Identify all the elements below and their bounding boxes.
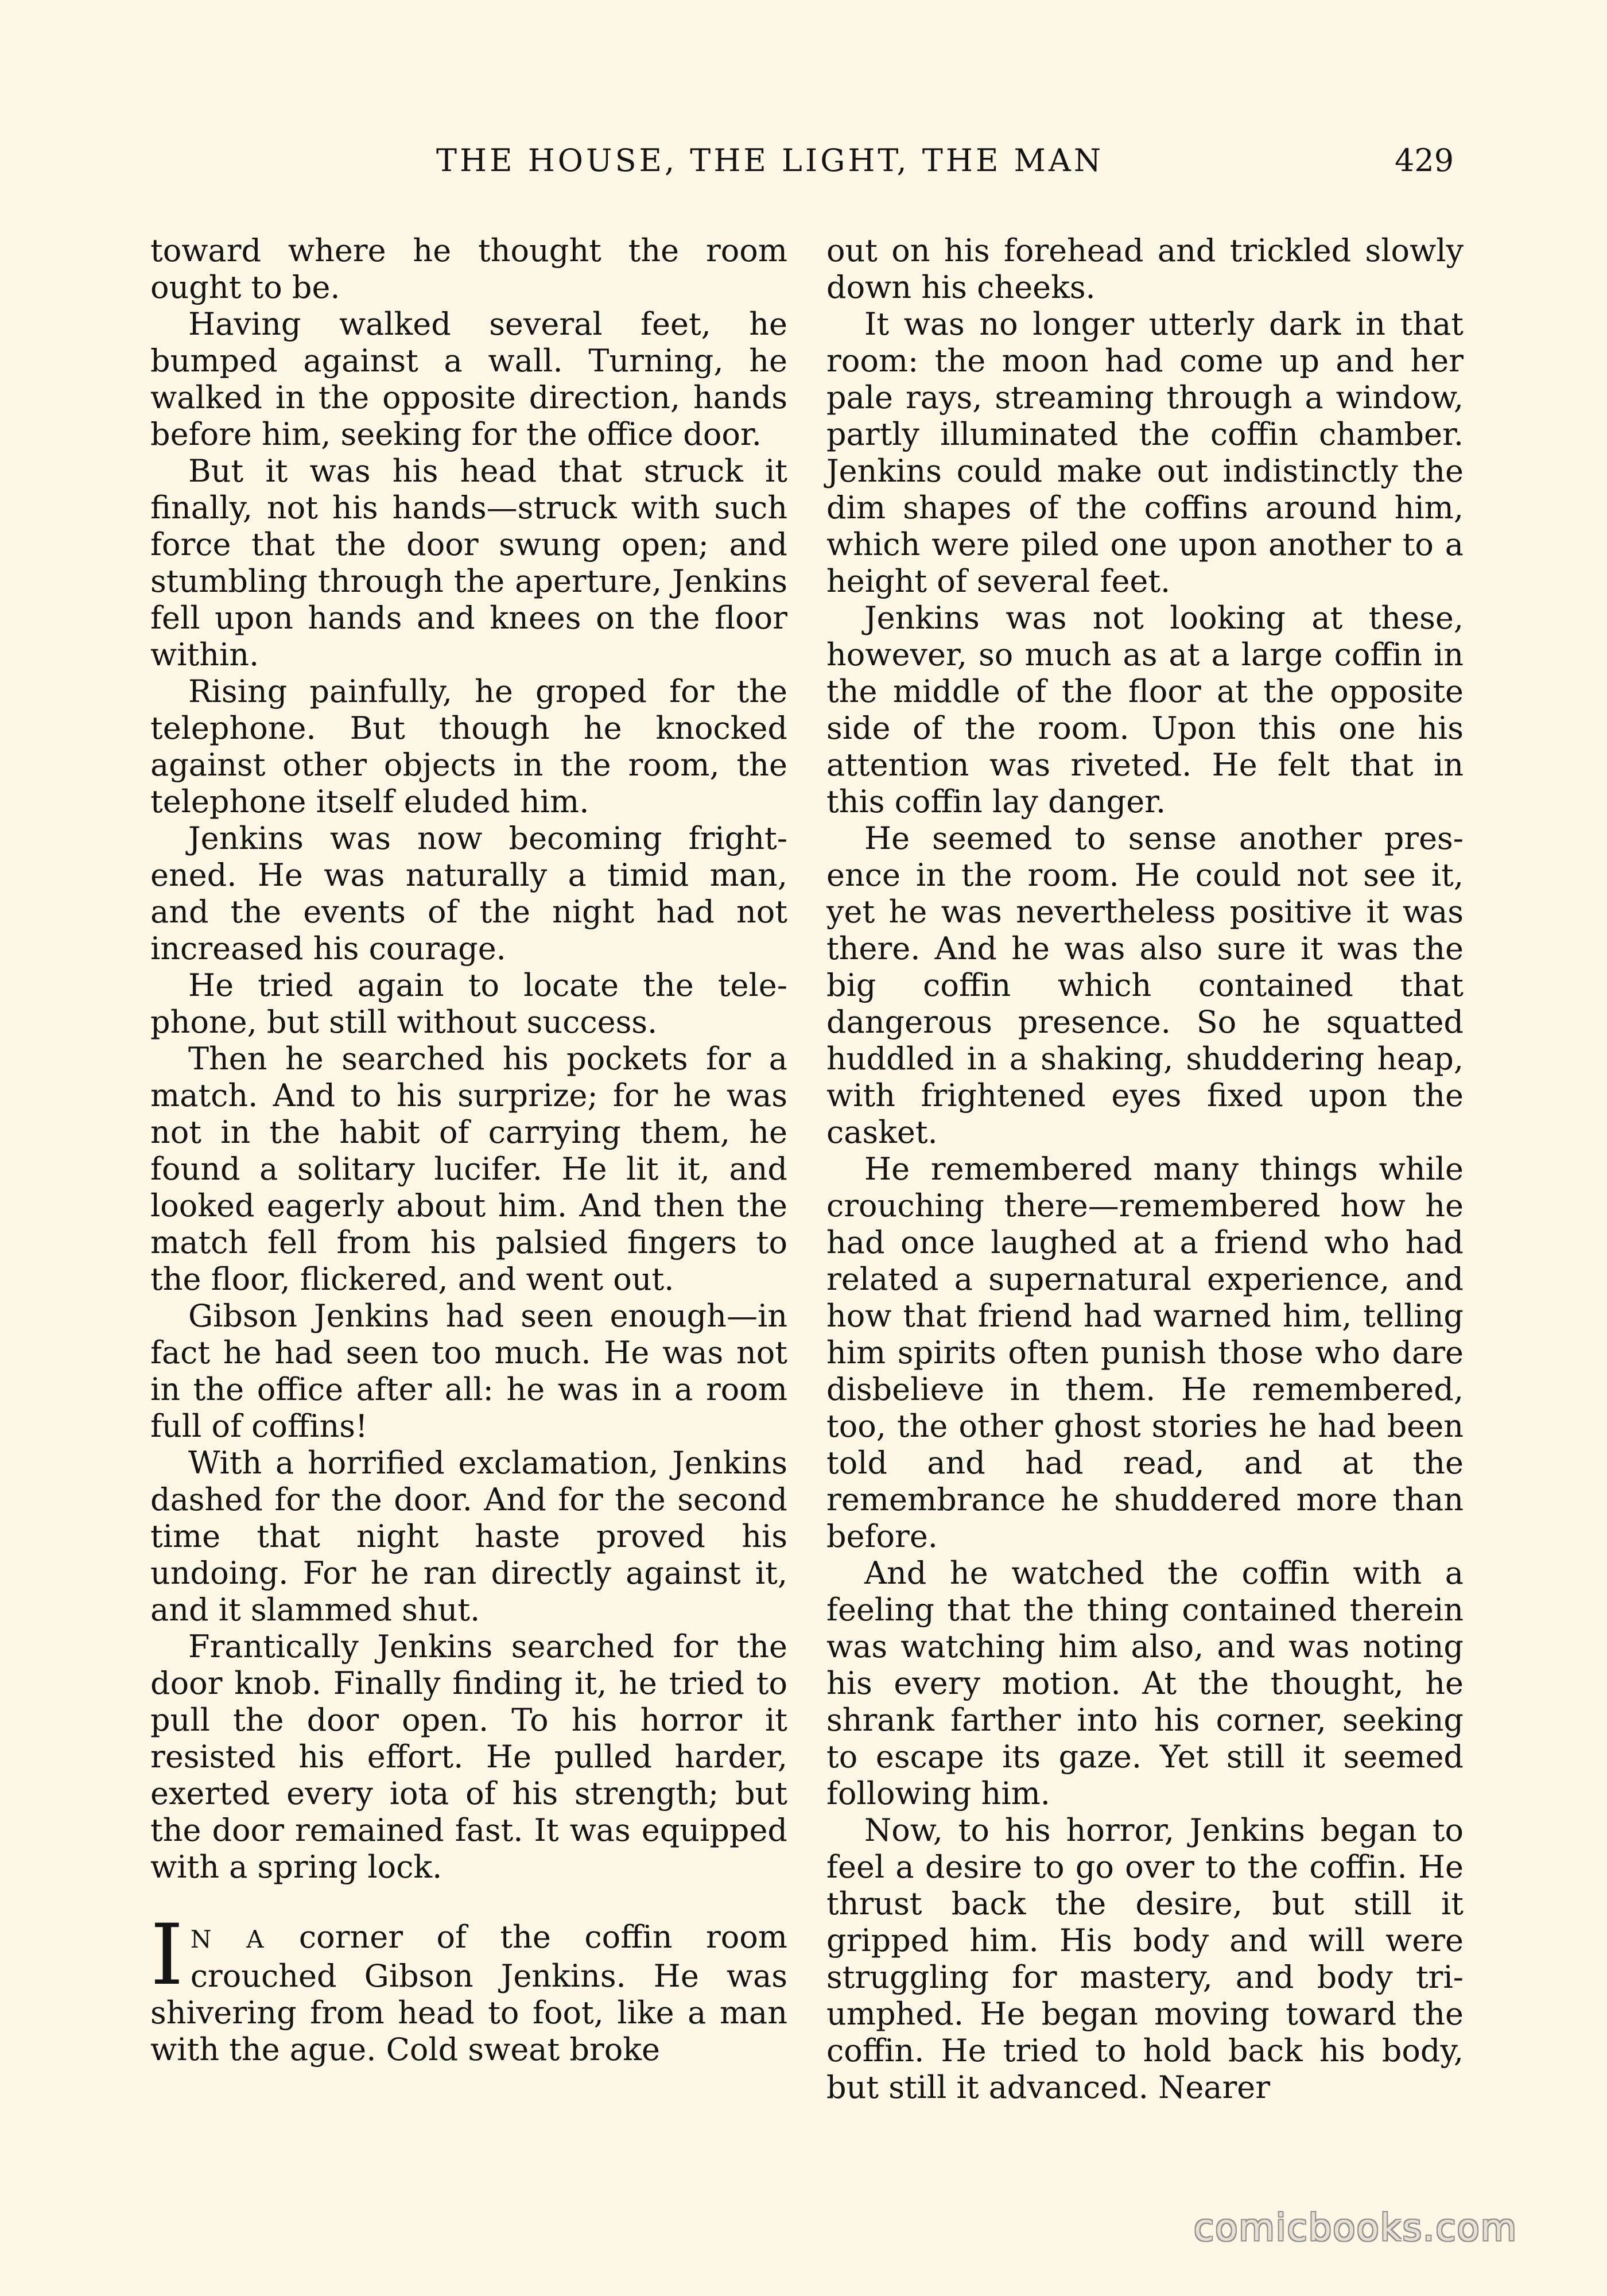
paragraph: Having walked several feet, he bumped against a wall. Turning, he walked in the opposite direction, hands before him, seeking for the office door.: [150, 306, 787, 452]
paragraph: He seemed to sense another presence in the room. He could not see it, yet he was nevertheless positive it was there. And he was also sure it was the big coffin which contained that dangerous presence. So he squatted huddled in a shaking, shuddering heap, with frightened eyes fixed upon the casket.: [826, 820, 1464, 1150]
paragraph: Gibson Jenkins had seen enough—in fact he had seen too much. He was not in the office after all: he was in a room full of coffins!: [150, 1298, 787, 1444]
paragraph: Rising painfully, he groped for the telephone. But though he knocked against other objects in the room, the telephone itself eluded him.: [150, 673, 787, 820]
right-text-column: [826, 232, 1464, 2106]
running-title: THE HOUSE, THE LIGHT, THE MAN: [436, 142, 1104, 179]
paragraph: But it was his head that struck it finally, not his hands—struck with such force that the door swung open; and stumbling through the aperture, Jenkins fell upon hands and knees on the floor within.: [150, 453, 787, 673]
section-opening-text: corner of the coffin room crouched Gibson Jenkins. He was shivering from head to foot, like a man with the ague. Cold sweat broke: [150, 1919, 787, 2068]
page-number: 429: [1395, 142, 1454, 179]
paragraph: Frantically Jenkins searched for the door knob. Finally finding it, he tried to pull the door open. To his horror it resisted his effort. He pulled harder, exerted every iota of his strength; but the door remained fast. It was equipped with a spring lock.: [150, 1628, 787, 1885]
paragraph: He remembered many things while crouching there—remembered how he had once laughed at a friend who had related a supernatural experience, and how that friend had warned him, telling him spirits often punish those who dare disbelieve in them. He remembered, too, the other ghost stories he had been told and had read, and at the remembrance he shuddered more than before.: [826, 1151, 1464, 1554]
left-text-column: [150, 232, 787, 2068]
paragraph: out on his forehead and trickled slowly down his cheeks.: [826, 232, 1464, 305]
section-opening-paragraph: [150, 1906, 787, 2068]
paragraph: He tried again to locate the telephone, but still without success.: [150, 967, 787, 1040]
paragraph: Jenkins was not looking at these, however, so much as at a large coffin in the middle of the floor at the opposite side of the room. Upon this one his attention was riveted. He felt that in this coffin lay danger.: [826, 600, 1464, 820]
paragraph: Then he searched his pockets for a match. And to his surprize; for he was not in the habit of carrying them, he found a solitary lucifer. He lit it, and looked eagerly about him. And then the match fell from his palsied fingers to the floor, flickered, and went out.: [150, 1041, 787, 1297]
drop-cap: I: [150, 1906, 184, 2004]
small-caps-lead: N A: [190, 1925, 266, 1953]
paragraph: Jenkins was now becoming frightened. He was naturally a timid man, and the events of the night had not increased his courage.: [150, 820, 787, 967]
paragraph: Now, to his horror, Jenkins began to feel a desire to go over to the coffin. He thrust back the desire, but still it gripped him. His body and will were struggling for mastery, and body triumphed. He began moving toward the coffin. He tried to hold back his body, but still it advanced. Nearer: [826, 1812, 1464, 2105]
paragraph: It was no longer utterly dark in that room: the moon had come up and her pale rays, streaming through a window, partly illuminated the coffin chamber. Jenkins could make out indistinctly the dim shapes of the coffins around him, which were piled one upon another to a height of several feet.: [826, 306, 1464, 599]
paragraph: With a horrified exclamation, Jenkins dashed for the door. And for the second time that night haste proved his undoing. For he ran directly against it, and it slammed shut.: [150, 1445, 787, 1628]
site-watermark: comicbooks.com: [1194, 2207, 1518, 2250]
paragraph: And he watched the coffin with a feeling that the thing contained therein was watching him also, and was noting his every motion. At the thought, he shrank farther into his corner, seeking to escape its gaze. Yet still it seemed following him.: [826, 1555, 1464, 1812]
paragraph: toward where he thought the room ought to be.: [150, 232, 787, 305]
